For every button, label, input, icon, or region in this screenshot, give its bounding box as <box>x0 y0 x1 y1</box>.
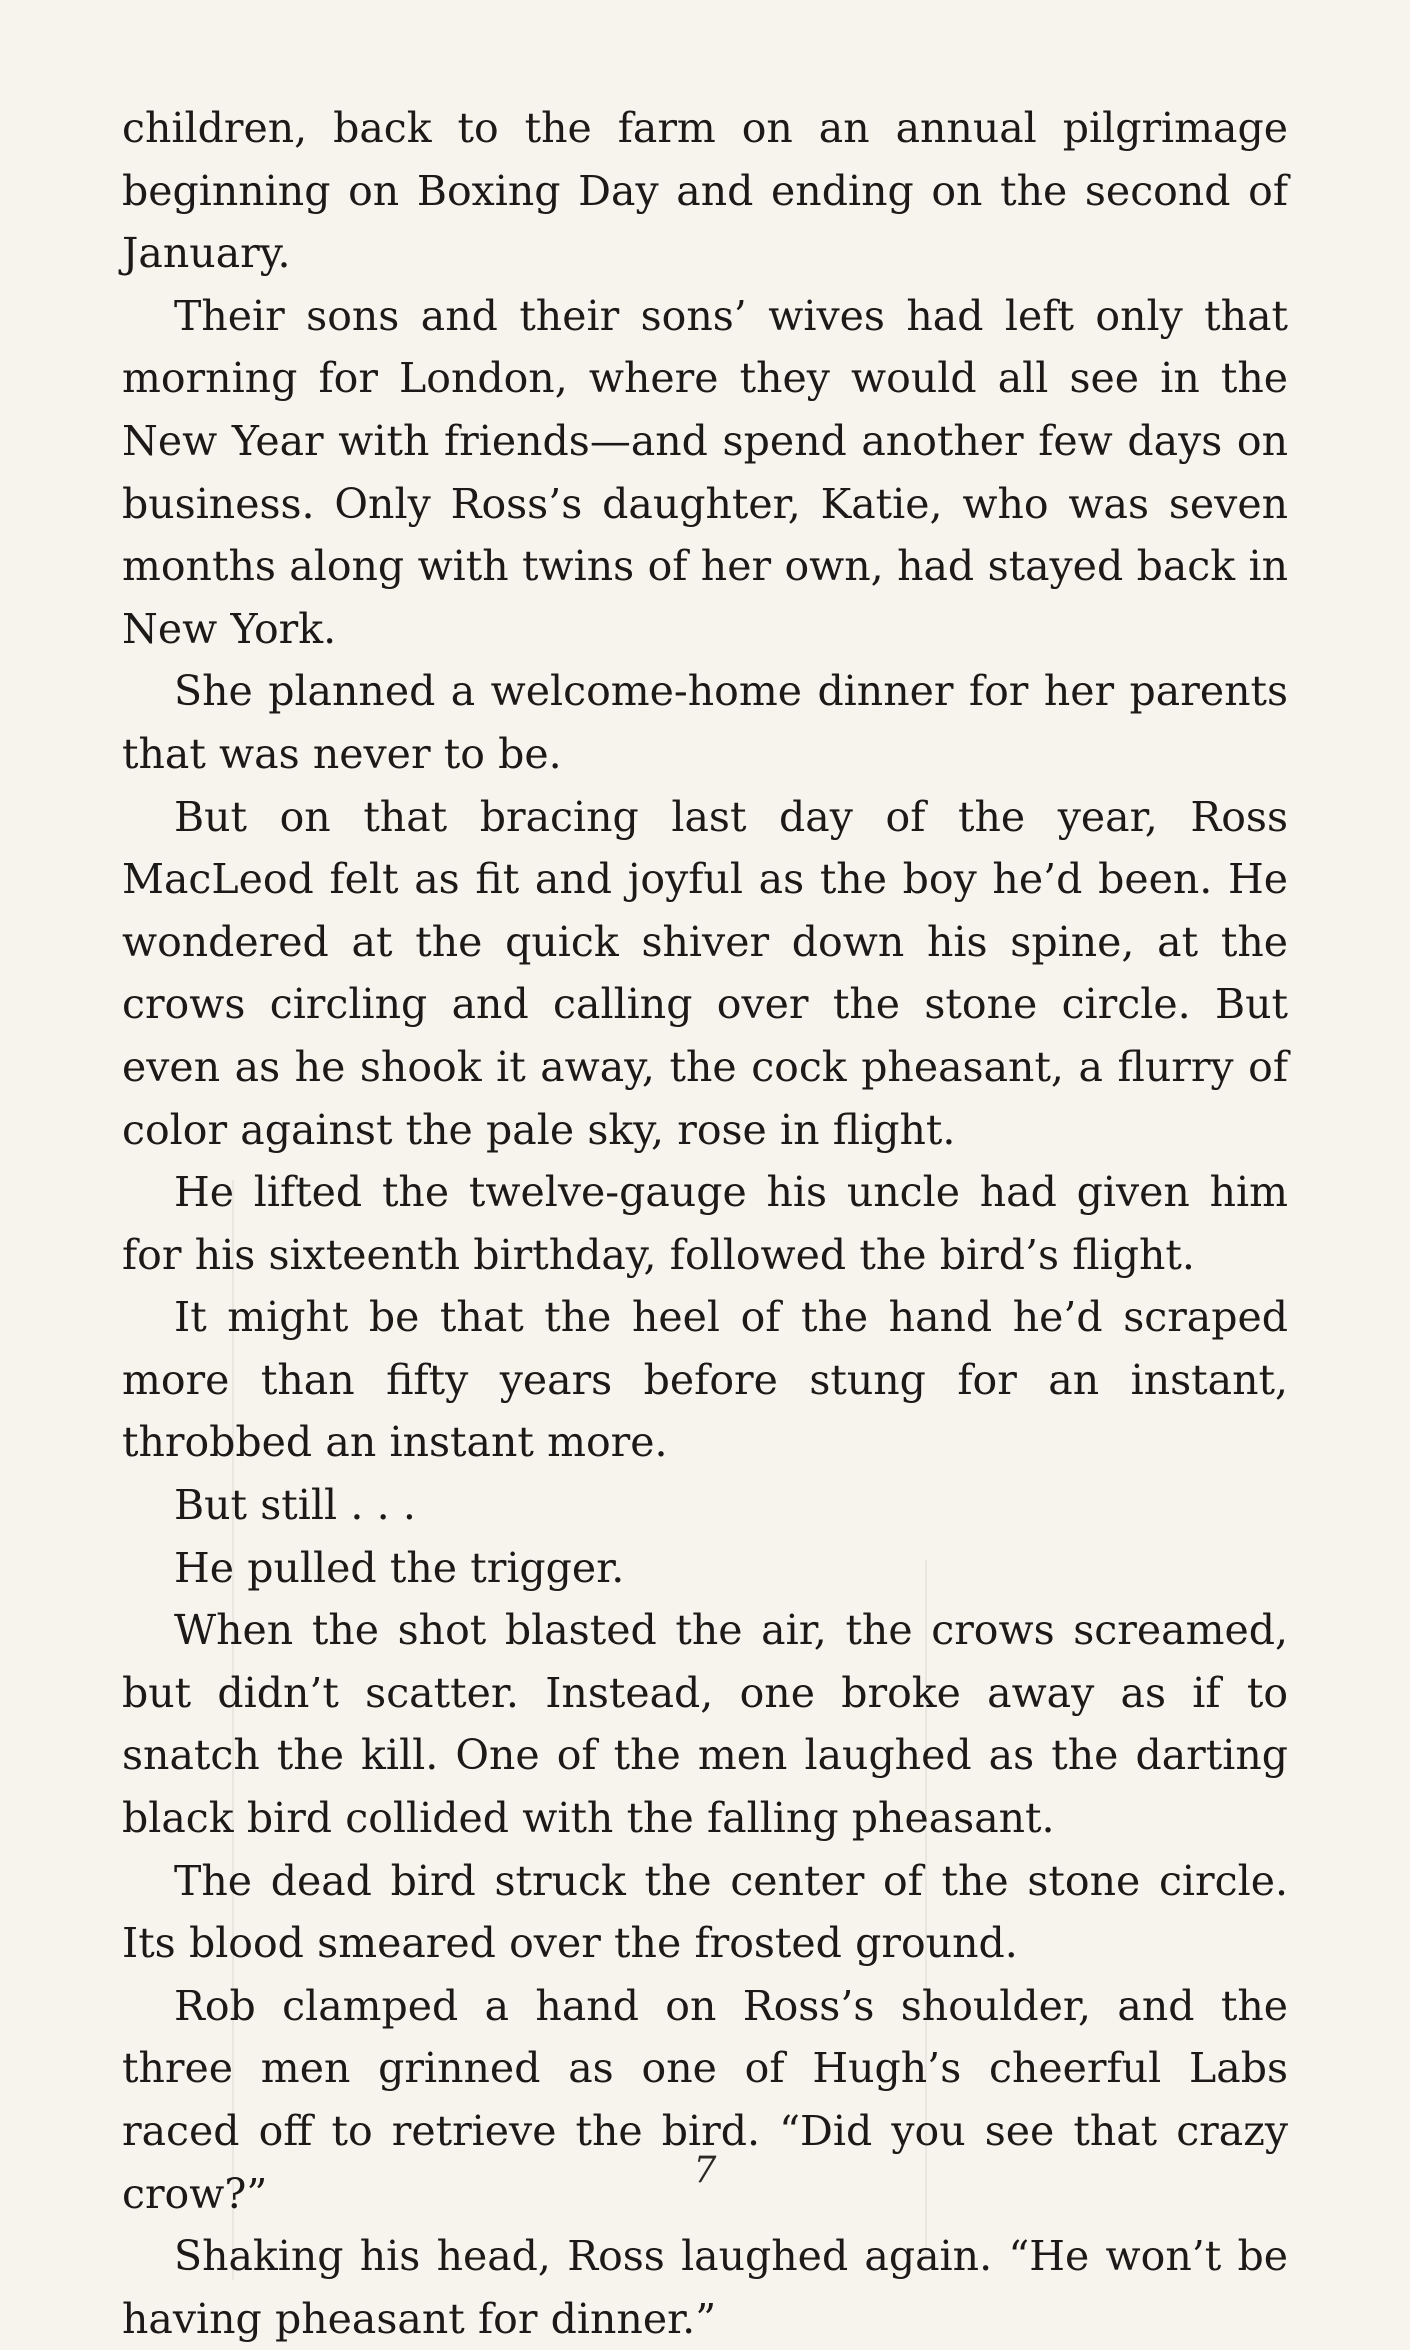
paragraph: But on that bracing last day of the year, Ross MacLeod felt as fit and joyful as the boy he’d been. He wondered at the quick shiver down his spine, at the crows circling and calling over the stone circle. But even as he shook it away, the cock pheasant, a flurry of color against the pale sky, rose in flight. <box>122 792 1288 1154</box>
paragraph: Rob clamped a hand on Ross’s shoulder, and the three men grinned as one of Hugh’s cheerful Labs raced off to retrieve the bird. “Did you see that crazy crow?” <box>122 1981 1288 2218</box>
paragraph: But still . . . <box>174 1481 416 1530</box>
page-number: 7 <box>693 2150 717 2191</box>
paragraph: When the shot blasted the air, the crows screamed, but didn’t scatter. Instead, one broke away as if to snatch the kill. One of the men laughed as the darting black bird collided with the falling pheasant. <box>122 1606 1288 1843</box>
paragraph: The dead bird struck the center of the stone circle. Its blood smeared over the frosted ground. <box>122 1856 1288 1968</box>
paragraph: He pulled the trigger. <box>174 1543 625 1592</box>
body-text <box>122 97 1288 2350</box>
paragraph: Their sons and their sons’ wives had left only that morning for London, where they would all see in the New Year with friends—and spend another few days on business. Only Ross’s daughter, Katie, who was seven months along with twins of her own, had stayed back in New York. <box>122 291 1288 653</box>
paragraph: children, back to the farm on an annual pilgrimage beginning on Boxing Day and ending on the second of January. <box>122 104 1288 278</box>
paragraph: She planned a welcome-home dinner for her parents that was never to be. <box>122 667 1288 778</box>
paragraph: It might be that the heel of the hand he’d scraped more than fifty years before stung for an instant, throbbed an instant more. <box>122 1293 1288 1467</box>
paragraph: He lifted the twelve-gauge his uncle had given him for his sixteenth birthday, followed the bird’s flight. <box>122 1168 1288 1279</box>
paragraph: Shaking his head, Ross laughed again. “He won’t be having pheasant for dinner.” <box>122 2232 1288 2343</box>
